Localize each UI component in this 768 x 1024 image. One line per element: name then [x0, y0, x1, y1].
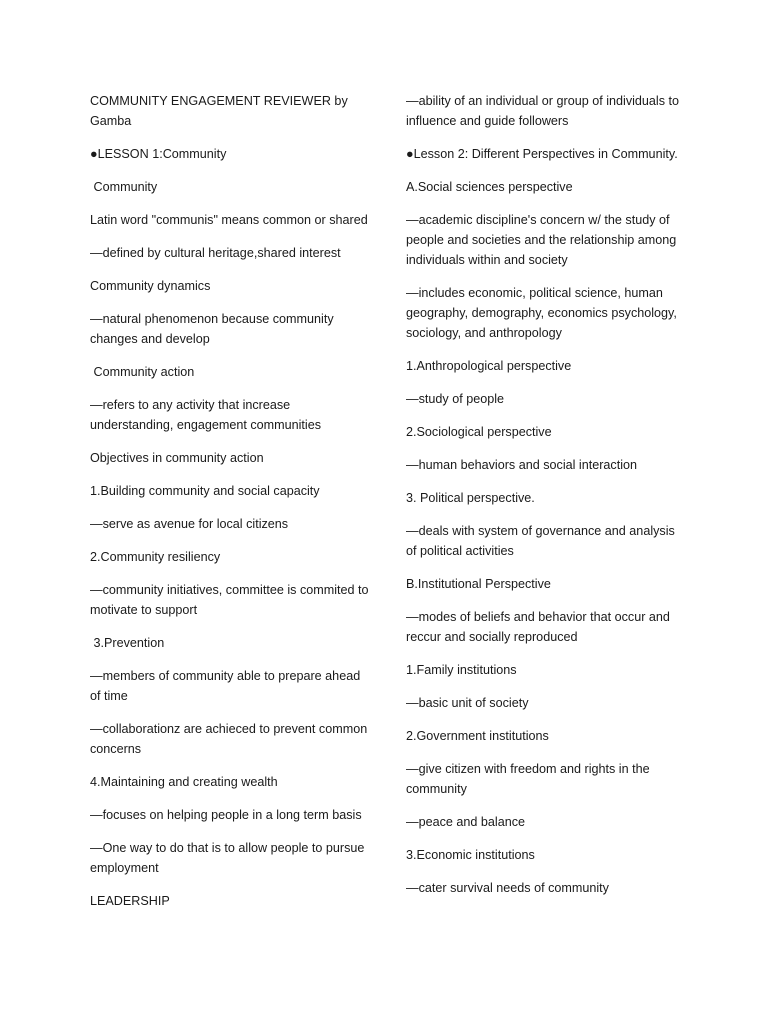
- definition-text: —modes of beliefs and behavior that occur and reccur and socially reproduced: [406, 610, 674, 644]
- definition-text: —focuses on helping people in a long term basis: [90, 808, 362, 822]
- definition-text: —collaborationz are achieced to prevent common concerns: [90, 722, 371, 756]
- lesson-heading: ●Lesson 2: Different Perspectives in Community.: [406, 147, 678, 161]
- definition-text: —community initiatives, committee is commited to motivate to support: [90, 583, 373, 617]
- right-text-column: [406, 91, 688, 911]
- list-item: 1.Building community and social capacity: [90, 484, 320, 498]
- list-item: 2.Sociological perspective: [406, 425, 552, 439]
- definition-text: —academic discipline's concern w/ the study of people and societies and the relationship among individuals within and society: [406, 213, 680, 267]
- lesson-heading: ●LESSON 1:Community: [90, 147, 227, 161]
- definition-text: —peace and balance: [406, 815, 526, 829]
- definition-text: —human behaviors and social interaction: [406, 458, 638, 472]
- list-item: 1.Anthropological perspective: [406, 359, 572, 373]
- definition-text: Latin word "communis" means common or shared: [90, 213, 368, 227]
- definition-text: —refers to any activity that increase understanding, engagement communities: [90, 398, 322, 432]
- list-item: 3.Economic institutions: [406, 848, 535, 862]
- list-item: 2.Community resiliency: [90, 550, 221, 564]
- section-heading: Objectives in community action: [90, 451, 264, 465]
- definition-text: —study of people: [406, 392, 505, 406]
- definition-text: —give citizen with freedom and rights in the community: [406, 762, 654, 796]
- definition-text: —natural phenomenon because community changes and develop: [90, 312, 338, 346]
- list-item: 4.Maintaining and creating wealth: [90, 775, 278, 789]
- term-heading: Community dynamics: [90, 279, 211, 293]
- list-item: 2.Government institutions: [406, 729, 549, 743]
- definition-text: —One way to do that is to allow people to pursue employment: [90, 841, 368, 875]
- definition-text: —members of community able to prepare ahead of time: [90, 669, 364, 703]
- definition-text: —cater survival needs of community: [406, 881, 609, 895]
- section-heading: LEADERSHIP: [90, 894, 170, 908]
- term-heading: Community action: [90, 365, 195, 379]
- definition-text: —includes economic, political science, human geography, demography, economics psychology, sociology, and anthropology: [406, 286, 681, 340]
- definition-text: —defined by cultural heritage,shared interest: [90, 246, 341, 260]
- list-item: 3.Prevention: [90, 636, 165, 650]
- term-heading: Community: [90, 180, 158, 194]
- definition-text: —deals with system of governance and analysis of political activities: [406, 524, 679, 558]
- section-heading: B.Institutional Perspective: [406, 577, 551, 591]
- section-heading: A.Social sciences perspective: [406, 180, 573, 194]
- definition-text: —basic unit of society: [406, 696, 529, 710]
- list-item: 1.Family institutions: [406, 663, 517, 677]
- left-text-column: [90, 91, 372, 924]
- list-item: 3. Political perspective.: [406, 491, 535, 505]
- document-title: COMMUNITY ENGAGEMENT REVIEWER by Gamba: [90, 94, 352, 128]
- definition-text: —serve as avenue for local citizens: [90, 517, 289, 531]
- definition-text: —ability of an individual or group of individuals to influence and guide followers: [406, 94, 683, 128]
